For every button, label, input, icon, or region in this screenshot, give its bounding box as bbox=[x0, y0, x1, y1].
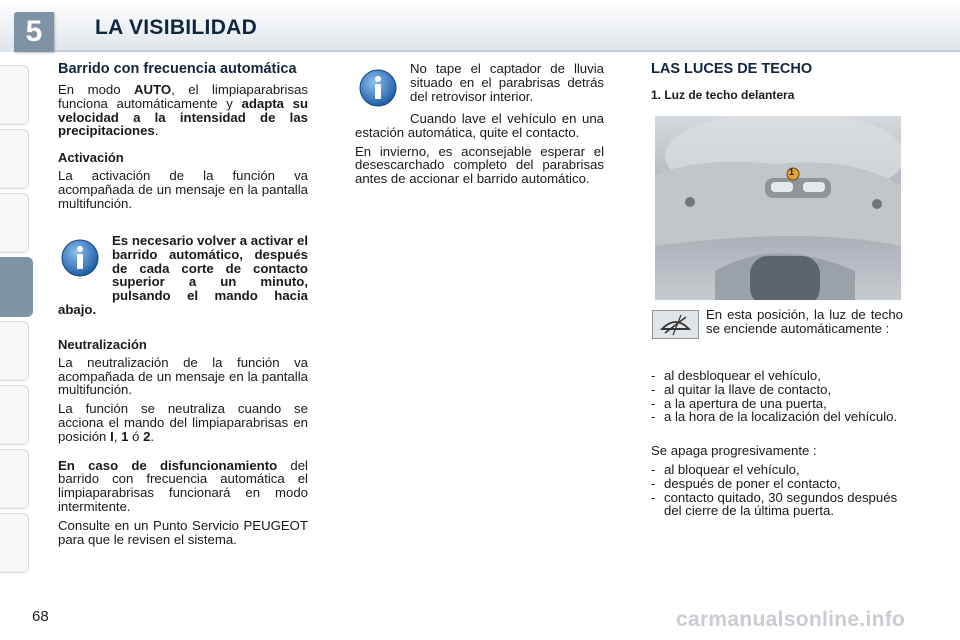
position-i: I bbox=[110, 428, 114, 444]
malfunction-heading: En caso de disfuncionamiento bbox=[58, 457, 278, 473]
info-note-sensor bbox=[410, 62, 604, 108]
photo-callout-1: 1 bbox=[789, 167, 795, 177]
neutralization-text-2a: La función se neutraliza cuando se acciona el mando del limpiaparabrisas en posición bbox=[58, 401, 308, 444]
left-column bbox=[58, 62, 308, 215]
info-note-text: Es necesario volver a activar el barrido automático, después de cada corte de contacto superior a un minuto, pulsando el mando hacia abajo. bbox=[58, 233, 308, 317]
chapter-tab-2[interactable] bbox=[0, 129, 29, 189]
list-item: - al bloquear el vehículo, bbox=[651, 463, 904, 477]
sep-end: . bbox=[150, 428, 155, 444]
malfunction-paragraph bbox=[58, 459, 308, 514]
consult-text: Consulte en un Punto Servicio PEUGEOT para que le revisen el sistema. bbox=[58, 517, 308, 547]
info-note-reactivate bbox=[58, 234, 308, 317]
chapter-tab-8[interactable] bbox=[0, 449, 29, 509]
chapter-tab-7[interactable] bbox=[0, 385, 29, 445]
position-text bbox=[706, 308, 903, 341]
ceiling-light-illustration bbox=[655, 116, 901, 300]
section-heading-ceiling-lights: LAS LUCES DE TECHO bbox=[651, 61, 813, 77]
list-item: - después de poner el contacto, bbox=[651, 477, 904, 491]
page-title: LA VISIBILIDAD bbox=[95, 16, 258, 39]
off-intro: Se apaga progresivamente : bbox=[651, 443, 817, 459]
position-1: 1 bbox=[121, 428, 129, 444]
list-item: - a la hora de la localización del vehículo. bbox=[651, 410, 904, 424]
winter-text: En invierno, es aconsejable esperar el desescarchado completo del parabrisas antes de accionar el barrido automático. bbox=[355, 143, 604, 187]
watermark: carmanualsonline.info bbox=[676, 608, 906, 631]
position-2: 2 bbox=[143, 428, 151, 444]
chapter-tabs bbox=[0, 60, 36, 580]
chapter-tab-3[interactable] bbox=[0, 193, 29, 253]
info-icon bbox=[358, 68, 398, 108]
wash-text: Cuando lave el vehículo en una estación automática, quite el contacto. bbox=[355, 111, 604, 140]
chapter-tab-9[interactable] bbox=[0, 513, 29, 573]
auto-mode-label: AUTO bbox=[134, 82, 172, 97]
chapter-tab-6[interactable] bbox=[0, 321, 29, 381]
intro-text-2: , el limpiaparabrisas funciona automáticamente y bbox=[58, 82, 308, 111]
position-text-body: En esta posición, la luz de techo se enciende automáticamente : bbox=[706, 307, 903, 336]
intro-text-1: En modo bbox=[58, 82, 135, 97]
ceiling-light-button bbox=[652, 310, 699, 339]
section-heading-auto-wipe: Barrido con frecuencia automática bbox=[58, 61, 297, 77]
ceiling-light-icon bbox=[653, 311, 698, 338]
intro-emphasis: adapta su velocidad a la intensidad de las precipitaciones bbox=[58, 95, 309, 139]
sep-2: ó bbox=[128, 428, 144, 444]
intro-paragraph bbox=[58, 83, 308, 138]
list-item: - contacto quitado, 30 segundos después del cierre de la última puerta. bbox=[651, 491, 904, 519]
intro-text-3: . bbox=[154, 123, 159, 139]
off-conditions-list bbox=[651, 463, 904, 518]
neutralization-text-2 bbox=[58, 402, 308, 443]
neutralization-section bbox=[58, 338, 308, 551]
list-item: - al quitar la llave de contacto, bbox=[651, 383, 904, 397]
right-column-lists bbox=[651, 369, 904, 518]
activation-text: La activación de la función va acompañada de un mensaje en la pantalla multifunción. bbox=[58, 167, 308, 211]
neutralization-heading: Neutralización bbox=[58, 337, 147, 352]
activation-heading: Activación bbox=[58, 150, 124, 166]
chapter-tab-5-active[interactable] bbox=[0, 257, 33, 317]
right-column-head bbox=[651, 62, 903, 107]
chapter-badge: 5 bbox=[14, 12, 54, 52]
sensor-note-text: No tape el captador de lluvia situado en el parabrisas detrás del retrovisor interior. bbox=[410, 61, 604, 104]
page-number: 68 bbox=[32, 608, 49, 625]
middle-column bbox=[355, 112, 604, 191]
malfunction-text: del barrido con frecuencia automática el limpiaparabrisas funcionará en modo intermitente. bbox=[58, 457, 308, 514]
neutralization-text: La neutralización de la función va acompañada de un mensaje en la pantalla multifunción. bbox=[58, 354, 308, 398]
list-item: - a la apertura de una puerta, bbox=[651, 397, 904, 411]
header-rule bbox=[55, 50, 960, 52]
on-conditions-list bbox=[651, 369, 904, 424]
front-ceiling-light-heading: 1. Luz de techo delantera bbox=[651, 88, 795, 102]
list-item: - al desbloquear el vehículo, bbox=[651, 369, 904, 383]
chapter-tab-1[interactable] bbox=[0, 65, 29, 125]
ceiling-light-photo bbox=[655, 116, 901, 300]
sep-1: , bbox=[113, 428, 122, 444]
